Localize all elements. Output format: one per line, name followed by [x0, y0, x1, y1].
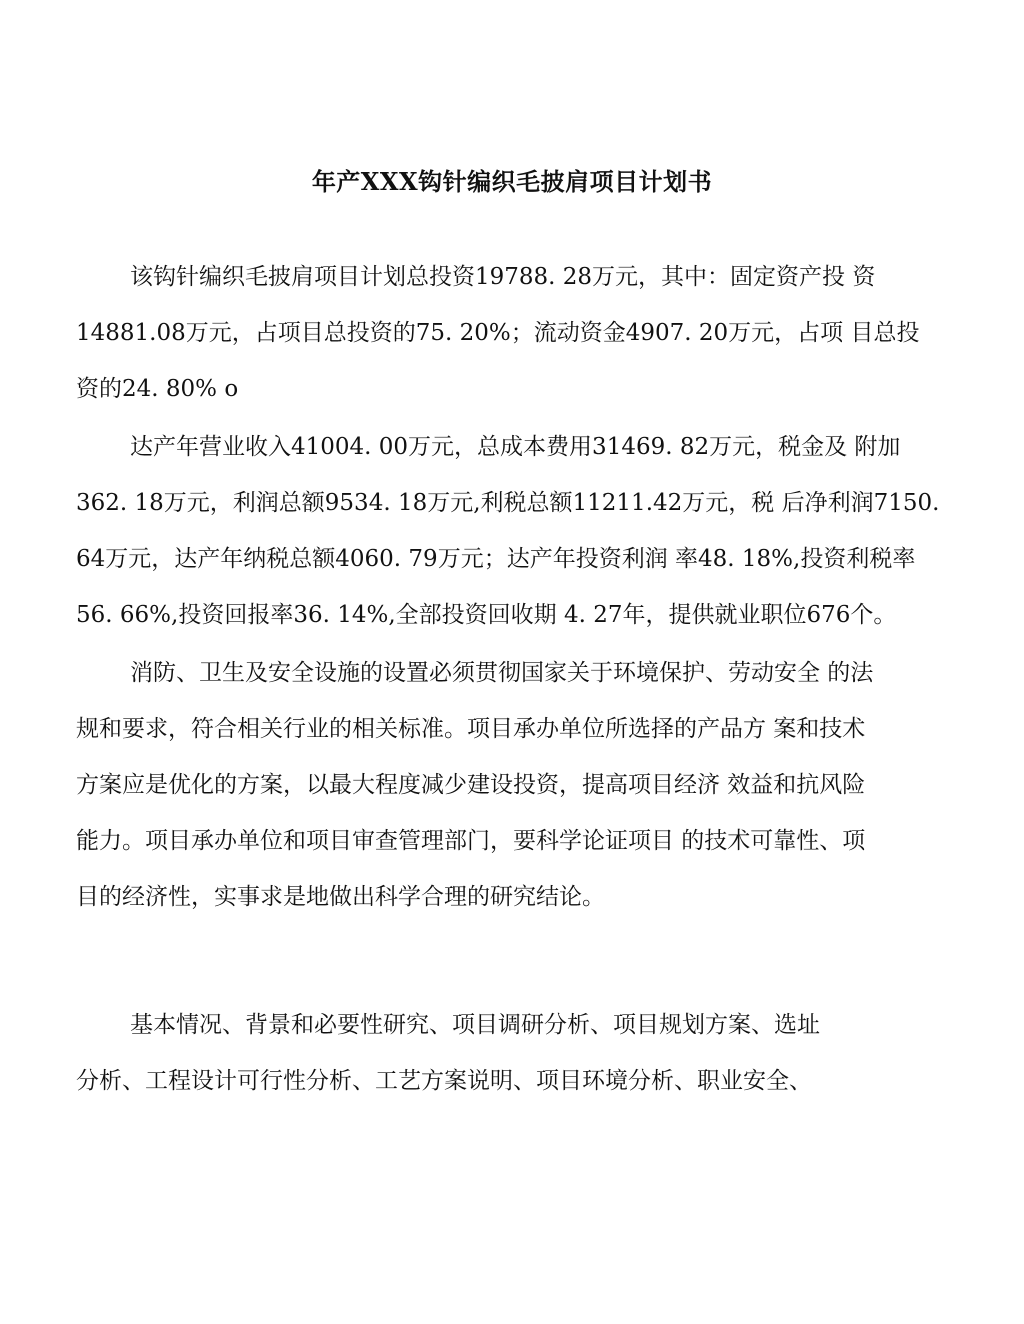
- paragraph-3-line-5: 目的经济性，实事求是地做出科学合理的研究结论。: [76, 884, 605, 910]
- paragraph-1-line-1: 该钩针编织毛披肩项目计划总投资19788. 28万元，其中：固定资产投 资: [130, 264, 876, 290]
- paragraph-3-line-3: 方案应是优化的方案，以最大程度减少建设投资，提高项目经济 效益和抗风险: [76, 772, 866, 798]
- paragraph-4-line-1: 基本情况、背景和必要性研究、项目调研分析、项目规划方案、选址: [130, 1012, 820, 1038]
- paragraph-3-line-4: 能力。项目承办单位和项目审查管理部门，要科学论证项目 的技术可靠性、项: [76, 828, 866, 854]
- paragraph-3-line-1: 消防、卫生及安全设施的设置必须贯彻国家关于环境保护、劳动安全 的法: [130, 660, 874, 686]
- paragraph-4-line-2: 分析、工程设计可行性分析、工艺方案说明、项目环境分析、职业安全、: [76, 1068, 812, 1094]
- paragraph-3-line-2: 规和要求，符合相关行业的相关标准。项目承办单位所选择的产品方 案和技术: [76, 716, 866, 742]
- document-title: 年产XXX钩针编织毛披肩项目计划书: [311, 167, 713, 196]
- paragraph-2-line-3: 64万元，达产年纳税总额4060. 79万元；达产年投资利润 率48. 18%,投资利税率: [76, 546, 916, 572]
- paragraph-2-line-2: 362. 18万元，利润总额9534. 18万元,利税总额11211.42万元，税 后净利润7150.: [76, 490, 940, 516]
- paragraph-1-line-2: 14881.08万元，占项目总投资的75. 20%；流动资金4907. 20万元，占项 目总投: [76, 320, 920, 346]
- paragraph-1-line-3: 资的24. 80% o: [76, 376, 239, 402]
- paragraph-2-line-1: 达产年营业收入41004. 00万元，总成本费用31469. 82万元，税金及 附加: [130, 434, 901, 460]
- paragraph-2-line-4: 56. 66%,投资回报率36. 14%,全部投资回收期 4. 27年，提供就业职位676个。: [76, 602, 897, 628]
